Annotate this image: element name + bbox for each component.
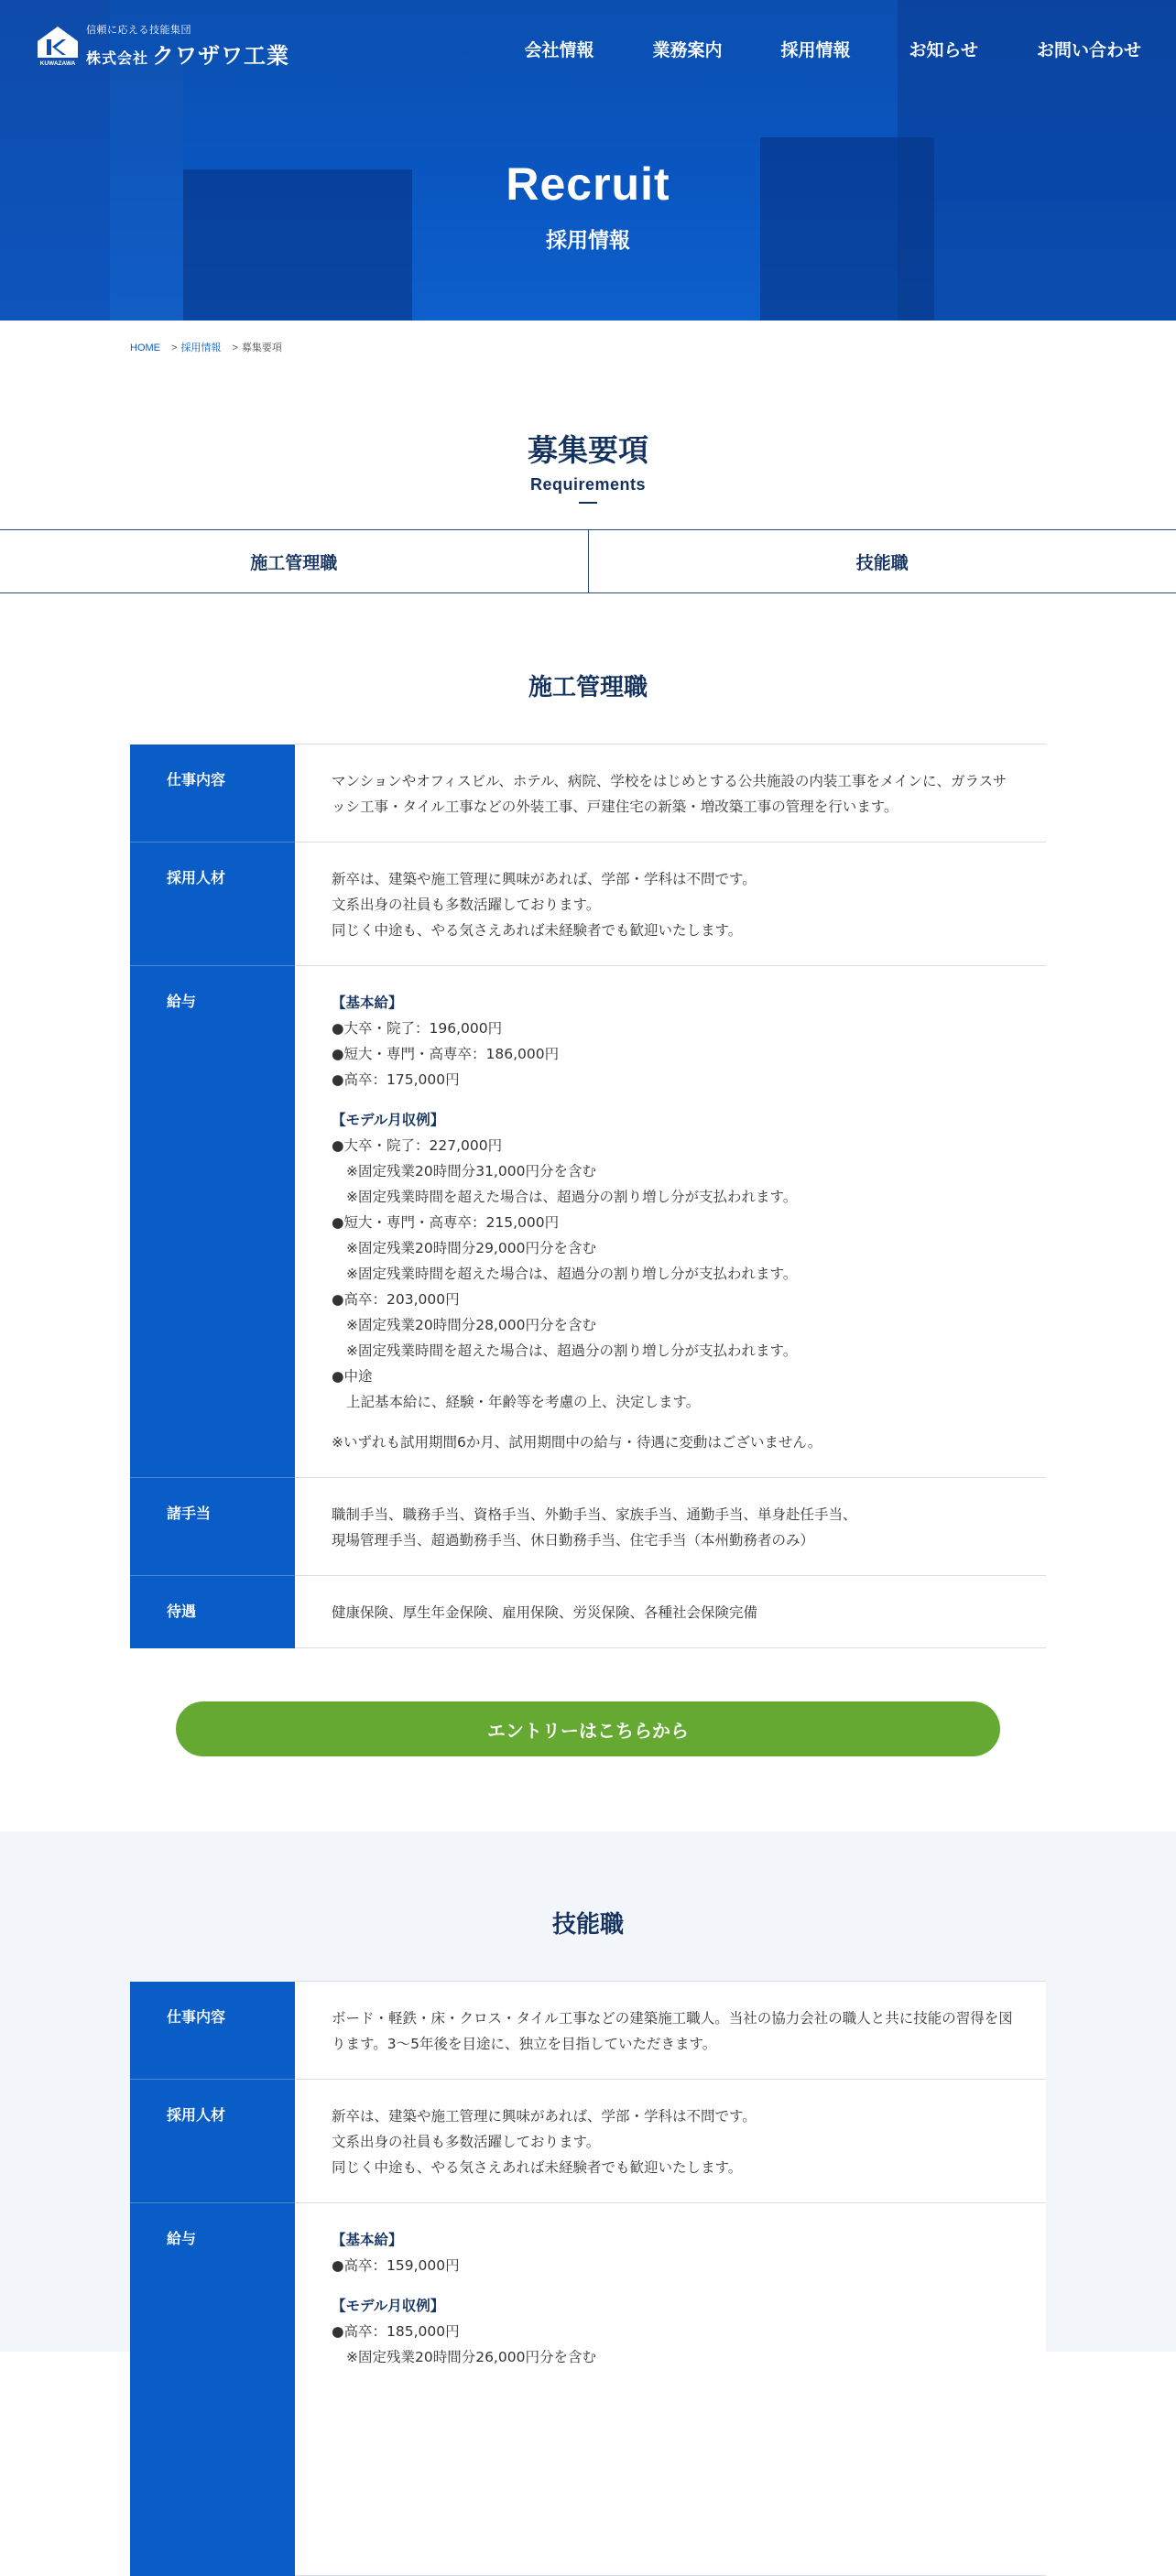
- table-row: [130, 842, 1046, 966]
- model-salary-line: ●大卒・院了：227,000円: [332, 1133, 1018, 1158]
- logo-mark-icon: [35, 25, 81, 67]
- table-row: [130, 745, 1046, 842]
- row-value: 新卒は、建築や施工管理に興味があれば、学部・学科は不問です。 文系出身の社員も多数活躍しております。 同じく中途も、やる気さえあれば未経験者でも歓迎いたします。: [295, 842, 1046, 966]
- requirements-table: [130, 1981, 1046, 2576]
- breadcrumb-recruit[interactable]: 採用情報: [180, 342, 221, 353]
- hero-title: Recruit: [0, 158, 1176, 211]
- table-row: [130, 2203, 1046, 2576]
- model-salary-line: ※固定残業20時間分28,000円分を含む: [332, 1312, 1018, 1338]
- job-title: 技能職: [0, 1906, 1176, 1940]
- model-salary-line: ※固定残業時間を超えた場合は、超過分の割り増し分が支払われます。: [332, 1261, 1018, 1287]
- row-value: マンションやオフィスビル、ホテル、病院、学校をはじめとする公共施設の内装工事をメインに、ガラスサッシ工事・タイル工事などの外装工事、戸建住宅の新築・増改築工事の管理を行います。: [295, 745, 1046, 842]
- model-salary-line: ※固定残業時間を超えた場合は、超過分の割り増し分が支払われます。: [332, 1338, 1018, 1364]
- row-value: 健康保険、厚生年金保険、雇用保険、労災保険、各種社会保険完備: [295, 1576, 1046, 1648]
- row-value: 新卒は、建築や施工管理に興味があれば、学部・学科は不問です。 文系出身の社員も多数活躍しております。 同じく中途も、やる気さえあれば未経験者でも歓迎いたします。: [295, 2080, 1046, 2203]
- model-salary-label: 【モデル月収例】: [332, 2293, 1018, 2319]
- model-salary-line: ●中途: [332, 1364, 1018, 1389]
- section-title: 募集要項: [0, 427, 1176, 470]
- logo-tagline: 信頼に応える技能集団: [86, 22, 289, 37]
- model-salary-label: 【モデル月収例】: [332, 1107, 1018, 1133]
- row-label: 給与: [130, 2203, 295, 2576]
- row-label: 採用人材: [130, 2080, 295, 2203]
- nav-news[interactable]: お知らせ: [909, 37, 978, 61]
- hero-subtitle: 採用情報: [0, 223, 1176, 254]
- probation-note: ※いずれも試用期間6か月、試用期間中の給与・待遇に変動はございません。: [332, 1429, 1018, 1455]
- salary-detail: 【基本給】 ●高卒：159,000円 【モデル月収例】 ●高卒：185,000円 ※固定残業20時間分26,000円分を含む: [295, 2203, 1046, 2576]
- row-label: 採用人材: [130, 842, 295, 966]
- entry-button[interactable]: エントリーはこちらから: [176, 1701, 1000, 1756]
- base-salary-label: 【基本給】: [332, 2227, 1018, 2253]
- logo-company-name: 株式会社 クワザワ工業: [86, 38, 289, 70]
- row-label: 給与: [130, 966, 295, 1478]
- table-row: [130, 966, 1046, 1478]
- row-label: 仕事内容: [130, 1982, 295, 2080]
- model-salary-line: 上記基本給に、経験・年齢等を考慮の上、決定します。: [332, 1389, 1018, 1415]
- model-salary-list: [332, 1133, 1018, 1415]
- row-value: ボード・軽鉄・床・クロス・タイル工事などの建築施工職人。当社の協力会社の職人と共に技能の習得を図ります。3～5年後を目途に、独立を目指していただきます。: [295, 1982, 1046, 2080]
- model-salary-line: ※固定残業時間を超えた場合は、超過分の割り増し分が支払われます。: [332, 1184, 1018, 1210]
- base-salary-label: 【基本給】: [332, 990, 1018, 1016]
- tab-construction-management[interactable]: 施工管理職: [0, 530, 588, 592]
- table-row: [130, 1576, 1046, 1648]
- row-label: 諸手当: [130, 1478, 295, 1576]
- tab-skilled-worker[interactable]: 技能職: [588, 530, 1176, 592]
- salary-detail: 【基本給】 ●大卒・院了：196,000円 ●短大・専門・高専卒：186,000円 ●高卒：175,000円 【モデル月収例】 ●大卒・院了：227,000円 ※固定残業20時間分31,000円分を含む ※固定残業時間を超えた場合は、超過分の割り増し分が支払われます。 ●短大・専門・高専卒：215,000円 ※固定残業20時間分29,000円分を含む ※固定残業時間を超えた場合は、超過分の割り増し分が支払われます。 ●高卒：203,000円 ※固定残業20時間分28,000円分を含む ※固定残業時間を超えた場合は、超過分の割り増し分が支払われます。 ●中途 上記基本給に、経験・年齢等を考慮の上、決定します。 ※いずれも試用期間6か月、試用期間中の給与・待遇に変動はございません。: [295, 966, 1046, 1478]
- job-section-skilled-title: [0, 1906, 1176, 1940]
- site-header: [0, 0, 1176, 92]
- model-salary-line: ●高卒：203,000円: [332, 1287, 1018, 1312]
- nav-company[interactable]: 会社情報: [525, 37, 594, 61]
- nav-recruit[interactable]: 採用情報: [781, 37, 851, 61]
- job-tabs: [0, 529, 1176, 593]
- requirements-table: [130, 744, 1046, 1648]
- company-logo[interactable]: [35, 22, 289, 70]
- row-value: 職制手当、職務手当、資格手当、外勤手当、家族手当、通勤手当、単身赴任手当、 現場管理手当、超過勤務手当、休日勤務手当、住宅手当（本州勤務者のみ）: [295, 1478, 1046, 1576]
- row-label: 待遇: [130, 1576, 295, 1648]
- main-nav: [466, 37, 1142, 61]
- table-row: [130, 1478, 1046, 1576]
- table-row: [130, 1982, 1046, 2080]
- job-title: 施工管理職: [0, 668, 1176, 702]
- nav-services[interactable]: 業務案内: [653, 37, 723, 61]
- model-salary-line: ※固定残業20時間分29,000円分を含む: [332, 1235, 1018, 1261]
- job-section-construction-management: [0, 668, 1176, 702]
- heading-underline: [579, 502, 597, 504]
- model-salary-line: ※固定残業20時間分31,000円分を含む: [332, 1158, 1018, 1184]
- nav-contact[interactable]: お問い合わせ: [1037, 37, 1141, 61]
- svg-text:KUWAZAWA: KUWAZAWA: [40, 60, 76, 67]
- breadcrumb-current: 募集要項: [242, 342, 282, 353]
- hero-banner: [0, 0, 1176, 321]
- section-subtitle: Requirements: [0, 475, 1176, 495]
- model-salary-line: ●短大・専門・高専卒：215,000円: [332, 1210, 1018, 1235]
- table-row: [130, 2080, 1046, 2203]
- row-label: 仕事内容: [130, 745, 295, 842]
- section-heading: [0, 427, 1176, 504]
- breadcrumb-home[interactable]: HOME: [130, 342, 160, 353]
- breadcrumb: HOME > 採用情報 > 募集要項: [130, 340, 282, 354]
